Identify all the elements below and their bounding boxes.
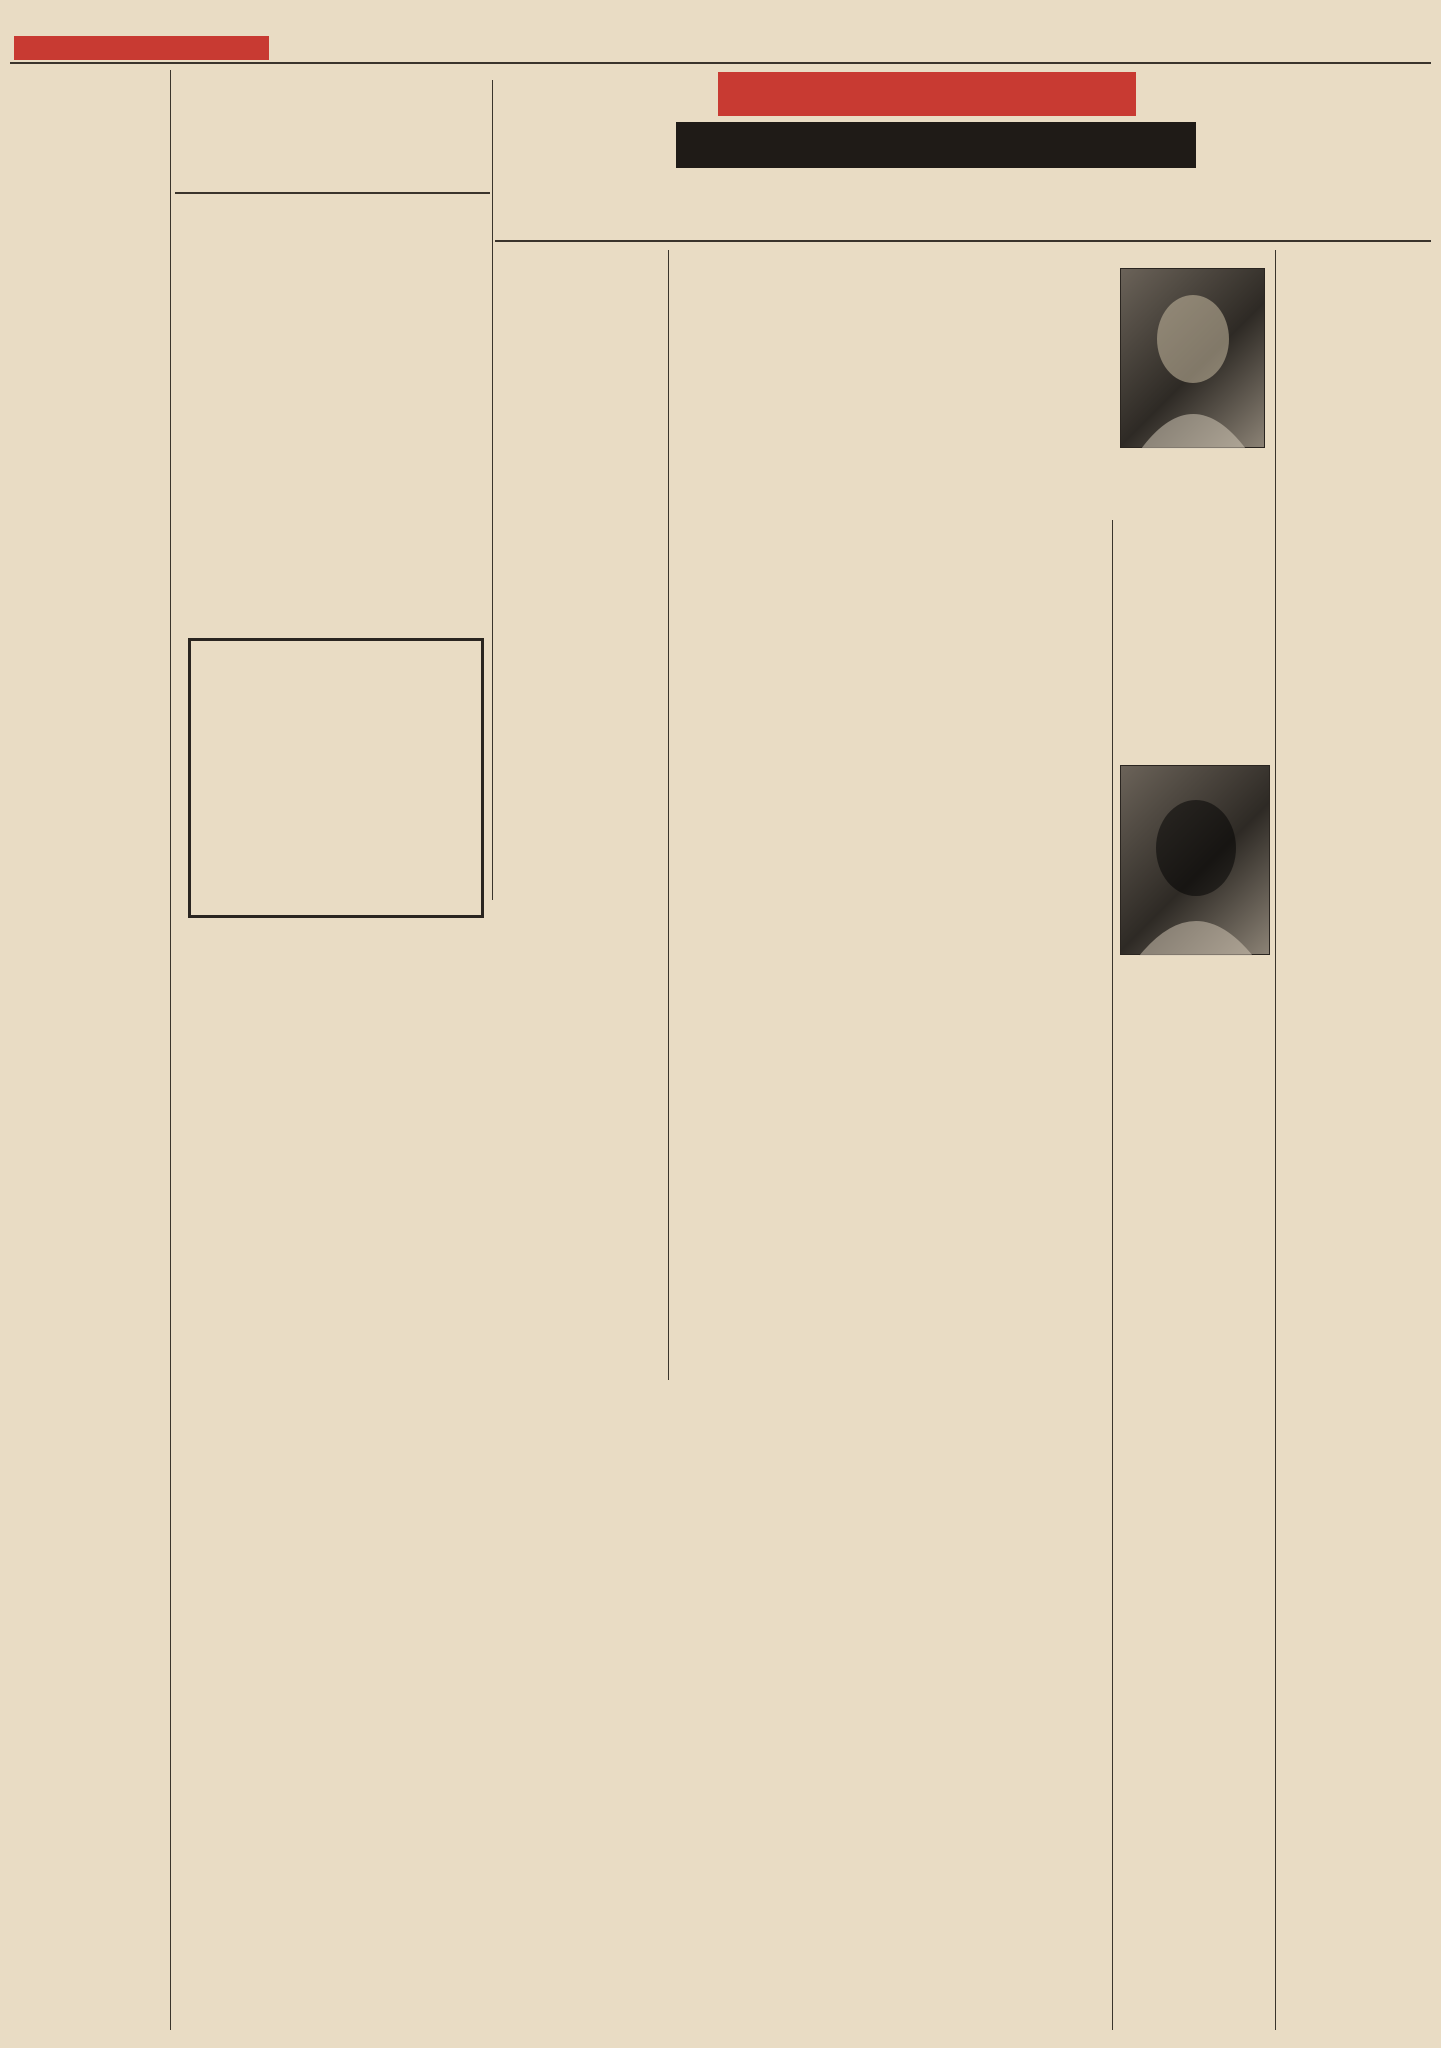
lead-kicker-black bbox=[676, 122, 1196, 168]
accused-caption bbox=[1120, 958, 1270, 976]
lead-body bbox=[1282, 250, 1432, 1360]
accused-photo bbox=[1120, 765, 1270, 955]
missing-body-col1 bbox=[970, 255, 1100, 815]
masthead bbox=[0, 0, 1441, 60]
hotline-badge bbox=[14, 36, 269, 60]
marriage-headline bbox=[178, 80, 488, 190]
roof-headline bbox=[500, 280, 665, 420]
accused-body bbox=[1120, 980, 1270, 2010]
missing-body-col2 bbox=[820, 255, 960, 815]
roof-body bbox=[500, 440, 665, 690]
thieves-box bbox=[188, 638, 484, 918]
accused-headline bbox=[1118, 532, 1273, 762]
lead-photo bbox=[1120, 268, 1265, 448]
lead-kicker-red bbox=[718, 72, 1136, 116]
sister-headline bbox=[650, 420, 651, 421]
missing-body-col3 bbox=[673, 255, 813, 815]
marriage-body bbox=[178, 198, 490, 618]
cheque-headline bbox=[14, 70, 164, 176]
thieves-body bbox=[201, 703, 471, 903]
cheque-body bbox=[14, 182, 164, 1042]
lead-headline bbox=[520, 174, 1430, 236]
